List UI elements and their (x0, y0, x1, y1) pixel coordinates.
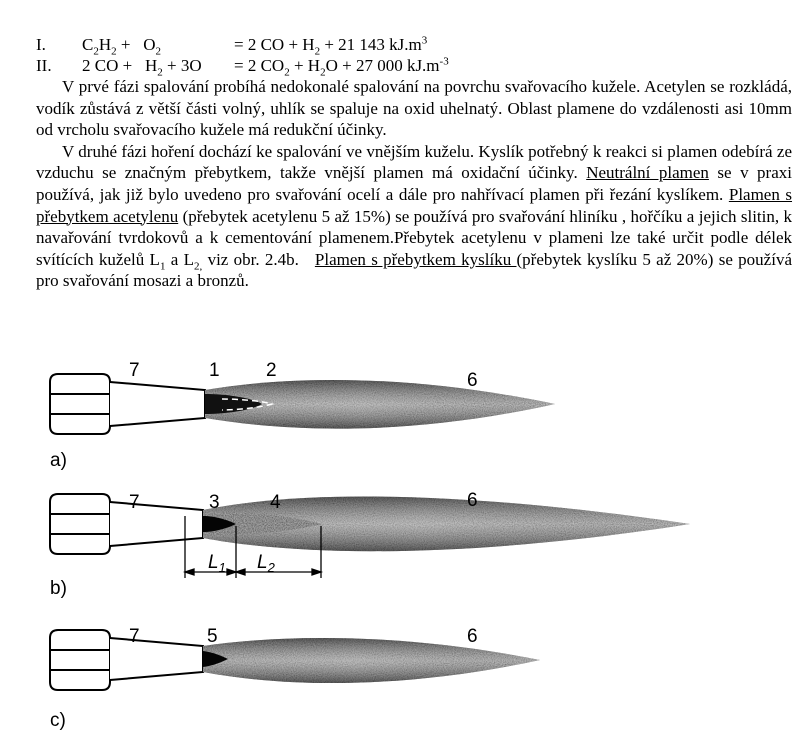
flame-figure (0, 350, 812, 749)
term-oxygen-excess: Plamen s přebytkem kyslíku (314, 249, 517, 269)
label-7: 7 (129, 360, 140, 381)
label-3: 3 (209, 492, 220, 513)
equation-lhs: $C_2H_2 + O_2$ (82, 35, 161, 58)
subfigure-label-b: b) (50, 578, 67, 599)
equation-lhs: 2 CO + $H_2 + 3O$ (82, 56, 202, 79)
equation-rhs: = 2 $CO_2 + H_2O + 27$ 000 $kJ.m^{-3}$ (234, 55, 449, 79)
equation-number: II. (36, 56, 52, 75)
paragraph-2: V druhé fázi hoření dochází ke spalování ve vnějším kuželu. Kyslík potřebný k reakci si plamen odebírá ze vzduchu se značným přebytkem, takže vnější plamen má oxidační účinky. Neutrální plamen se v praxi používá, jak již bylo uvedeno pro svařování ocelí a dále pro nahřívací plamen při řezání kyslíkem. Plamen s přebytkem acetylenu (přebytek acetylenu 5 až 15%) se používá pro svařování hliníku , hořčíku a jejich slitin, k navařování tvrdokovů a k cementování plamenem.Přebytek acetylenu v plameni lze také určit podle délek svítících kuželů $L_1$ a $L_{2,}$ viz obr. 2.4b. Plamen s přebytkem kyslíku (přebytek kyslíku 5 až 20%) se používá pro svařování mosazi a bronzů. (36, 141, 793, 291)
dimension-l2: $L_2$ (257, 552, 275, 575)
label-4: 4 (270, 492, 281, 513)
equation-1 (36, 34, 792, 58)
torch-nozzle-a (50, 374, 205, 434)
label-7: 7 (129, 626, 140, 647)
label-6: 6 (467, 626, 478, 647)
label-2: 2 (266, 360, 277, 381)
equation-rhs: = 2 CO + $H_2 + 21$ 143 $kJ.m^3$ (234, 34, 428, 58)
figure-c (50, 626, 540, 731)
text-block (36, 34, 792, 292)
figure-b (50, 490, 690, 599)
label-7: 7 (129, 492, 140, 513)
label-1: 1 (209, 360, 220, 381)
term-acetylene-excess: Plamen s přebytkem acetylenu (36, 184, 793, 226)
figure-a (50, 360, 555, 471)
equation-2 (36, 55, 792, 79)
torch-nozzle-b (50, 494, 203, 554)
label-5: 5 (207, 626, 218, 647)
torch-nozzle-c (50, 630, 203, 690)
paragraph-1: V prvé fázi spalování probíhá nedokonalé spalování na povrchu svařovacího kužele. Acetylen se rozkládá, vodík zůstává z větší části volný, uhlík se spaluje na oxid uhelnatý. Oblast plamene do vzdálenosti asi 10mm od vrcholu svařovacího kužele má redukční účinky. (36, 77, 792, 140)
subfigure-label-c: c) (50, 710, 66, 731)
label-6: 6 (467, 490, 478, 511)
dimension-l1: $L_1$ (208, 552, 226, 575)
label-6: 6 (467, 370, 478, 391)
term-neutral-flame: Neutrální plamen (586, 163, 709, 183)
equation-number: I. (36, 35, 46, 54)
subfigure-label-a: a) (50, 450, 67, 471)
